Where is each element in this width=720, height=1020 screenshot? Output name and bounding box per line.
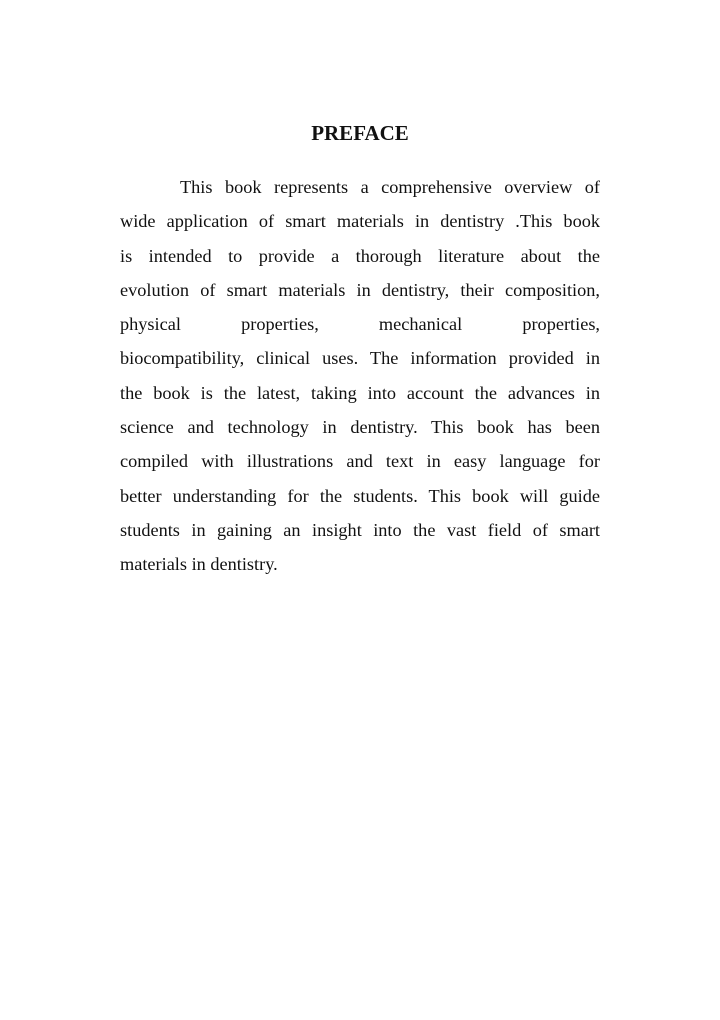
paragraph-line: evolution of smart materials in dentistry, their composition,	[120, 279, 600, 300]
paragraph-line: the book is the latest, taking into account the advances in	[120, 382, 600, 403]
paragraph-line: science and technology in dentistry. This book has been	[120, 417, 600, 438]
paragraph-line: is intended to provide a thorough literature about the	[120, 245, 600, 266]
paragraph-line: students in gaining an insight into the vast field of smart	[120, 519, 600, 540]
preface-paragraph	[120, 170, 600, 582]
paragraph-line: better understanding for the students. This book will guide	[120, 485, 600, 506]
page-title: PREFACE	[311, 121, 409, 145]
paragraph-line: physical properties, mechanical properties,	[120, 314, 600, 335]
paragraph-line: biocompatibility, clinical uses. The information provided in	[120, 348, 600, 369]
paragraph-line: materials in dentistry.	[120, 554, 278, 575]
paragraph-line: compiled with illustrations and text in easy language for	[120, 451, 600, 472]
paragraph-line: wide application of smart materials in dentistry .This book	[120, 211, 600, 232]
paragraph-line: This book represents a comprehensive overview of	[180, 177, 600, 197]
